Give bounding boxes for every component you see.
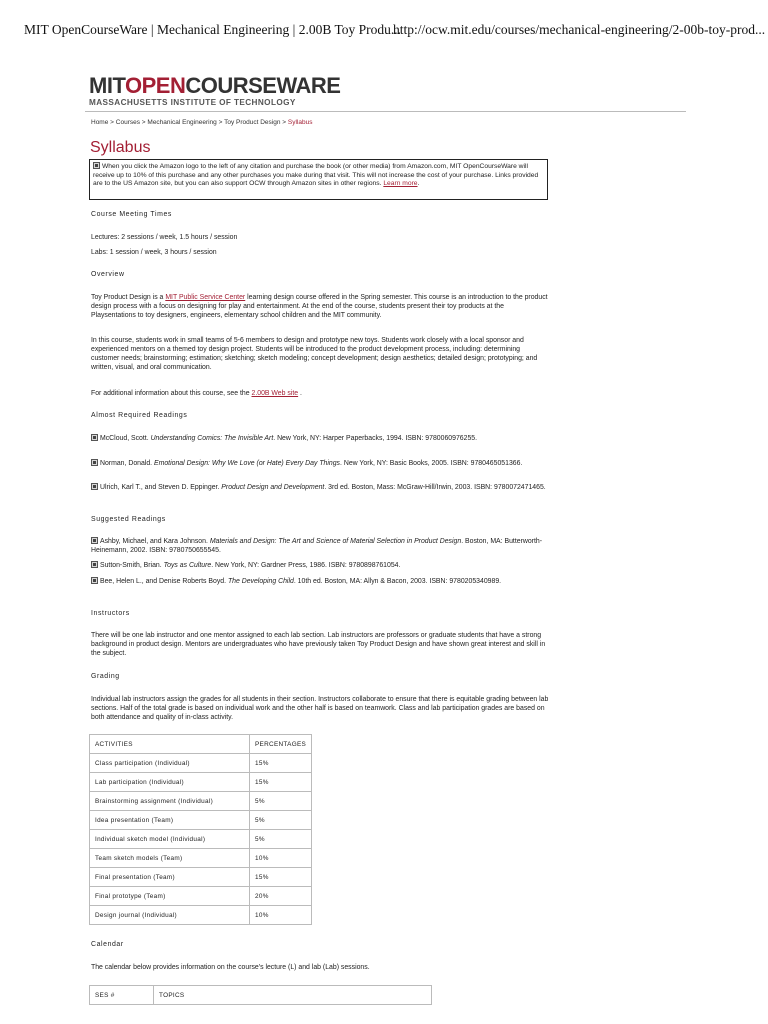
amazon-buy-icon[interactable] (91, 577, 98, 584)
activity-cell: Final prototype (Team) (90, 887, 250, 906)
logo-open-text: OPEN (124, 73, 186, 98)
amazon-buy-icon[interactable] (91, 434, 98, 441)
section-heading-overview: Overview (91, 271, 125, 278)
notice-end: . (417, 180, 420, 187)
amazon-buy-icon[interactable] (91, 537, 98, 544)
breadcrumb-separator: > (110, 119, 114, 126)
reading-details: . 3rd ed. Boston, Mass: McGraw-Hill/Irwin, 2003. ISBN: 9780072471465. (324, 484, 546, 491)
header-divider (85, 111, 686, 112)
reading-title: Product Design and Development (221, 484, 325, 491)
breadcrumb-separator: > (218, 119, 223, 126)
breadcrumb-home[interactable]: Home (91, 119, 109, 126)
table-header-row (90, 986, 432, 1005)
course-website-link[interactable]: 2.00B Web site (251, 390, 299, 397)
reading-author: Ashby, Michael, and Kara Johnson. (100, 538, 210, 545)
activity-cell: Individual sketch model (Individual) (90, 830, 250, 849)
activity-cell: Idea presentation (Team) (90, 811, 250, 830)
column-header-percentages: PERCENTAGES (250, 735, 312, 754)
percentage-cell: 10% (250, 849, 312, 868)
breadcrumb-current: Syllabus (287, 119, 313, 126)
section-heading-meeting-times: Course Meeting Times (91, 211, 172, 218)
reading-details: . New York, NY: Gardner Press, 1986. ISBN: 9780898761054. (211, 562, 401, 569)
reading-item (91, 561, 549, 570)
breadcrumb-courses[interactable]: Courses (115, 119, 140, 126)
column-header-session: SES # (90, 986, 154, 1005)
instructors-text: There will be one lab instructor and one mentor assigned to each lab section. Lab instructors are professors or graduate students that have a strong background in product design. Mentors are undergraduates who have previously taken Toy Product Design and have shown great interest and skill in the subject. (91, 632, 546, 657)
page-title: Syllabus (90, 139, 151, 156)
reading-title: Materials and Design: The Art and Science of Material Selection in Product Design (209, 538, 462, 545)
overview-p1-text-a: Toy Product Design is a (91, 294, 166, 301)
amazon-buy-icon[interactable] (91, 561, 98, 568)
reading-title: Toys as Culture (163, 562, 212, 569)
percentage-cell: 5% (250, 792, 312, 811)
table-row (90, 830, 312, 849)
reading-author: Sutton-Smith, Brian. (100, 562, 164, 569)
breadcrumb (91, 119, 312, 126)
overview-p3-text-b: . (298, 390, 302, 397)
reading-author: Ulrich, Karl T., and Steven D. Eppinger. (100, 484, 222, 491)
overview-p1-text-b: learning design course offered in the Spring semester. This course is an introduction to the product design process with a focus on designing for play and entertainment. At the end of the course, students present their toy products at the Playsentations to toy designers, engineers, elementary school children and the MIT community. (91, 294, 548, 319)
amazon-buy-icon[interactable] (91, 483, 98, 490)
reading-author: Norman, Donald. (100, 460, 155, 467)
reading-item (91, 577, 549, 586)
public-service-center-link[interactable]: MIT Public Service Center (165, 294, 246, 301)
print-page-title: MIT OpenCourseWare | Mechanical Engineering | 2.00B Toy Produ... (24, 22, 402, 37)
calendar-table (89, 985, 432, 1005)
table-row (90, 849, 312, 868)
table-header-row (90, 735, 312, 754)
section-heading-grading: Grading (91, 673, 120, 680)
table-row (90, 887, 312, 906)
percentage-cell: 15% (250, 773, 312, 792)
percentage-cell: 5% (250, 830, 312, 849)
reading-title: Emotional Design: Why We Love (or Hate) Every Day Things (154, 460, 341, 467)
reading-title: Understanding Comics: The Invisible Art (150, 435, 274, 442)
table-row (90, 792, 312, 811)
table-row (90, 811, 312, 830)
reading-item (91, 459, 549, 468)
labs-text: Labs: 1 session / week, 3 hours / session (91, 249, 217, 256)
table-row (90, 773, 312, 792)
percentage-cell: 10% (250, 906, 312, 925)
percentage-cell: 15% (250, 868, 312, 887)
reading-details: . New York, NY: Basic Books, 2005. ISBN: 9780465051366. (340, 460, 523, 467)
reading-item (91, 537, 549, 555)
section-heading-instructors: Instructors (91, 610, 130, 617)
learn-more-link[interactable]: Learn more (383, 180, 418, 187)
logo-subtitle: MASSACHUSETTS INSTITUTE OF TECHNOLOGY (89, 98, 296, 107)
breadcrumb-mechanical-engineering[interactable]: Mechanical Engineering (147, 119, 217, 126)
overview-paragraph-1 (91, 293, 549, 320)
percentage-cell: 5% (250, 811, 312, 830)
lectures-text: Lectures: 2 sessions / week, 1.5 hours / session (91, 234, 238, 241)
reading-title: The Developing Child (227, 578, 294, 585)
activity-cell: Class participation (Individual) (90, 754, 250, 773)
reading-details: . New York, NY: Harper Paperbacks, 1994. ISBN: 9780060976255. (273, 435, 478, 442)
activity-cell: Final presentation (Team) (90, 868, 250, 887)
logo-courseware-text: COURSEWARE (185, 73, 341, 98)
reading-details: . 10th ed. Boston, MA: Allyn & Bacon, 2003. ISBN: 9780205340989. (293, 578, 502, 585)
percentage-cell: 15% (250, 754, 312, 773)
amazon-notice (89, 159, 548, 200)
overview-paragraph-2: In this course, students work in small teams of 5-6 members to design and prototype new toys. Students work closely with a local sponsor and experienced mentors on a themed toy design project. Students will be introduced to the product development process, including: determining customer needs; brainstorming; estimation; sketching; sketch modeling; concept development; design aesthetics; detailed design; prototyping; and written, visual, and oral communication. (91, 337, 538, 371)
breadcrumb-separator: > (282, 119, 287, 126)
section-heading-suggested-readings: Suggested Readings (91, 516, 166, 523)
breadcrumb-toy-product-design[interactable]: Toy Product Design (224, 119, 281, 126)
amazon-buy-icon[interactable] (91, 459, 98, 466)
reading-author: McCloud, Scott. (100, 435, 151, 442)
overview-p3-text-a: For additional information about this course, see the (91, 390, 252, 397)
table-row (90, 868, 312, 887)
logo-mit-text: MIT (89, 73, 125, 98)
amazon-logo-icon[interactable] (93, 162, 100, 169)
reading-item (91, 483, 549, 492)
column-header-topics: TOPICS (154, 986, 432, 1005)
print-page-url: http://ocw.mit.edu/courses/mechanical-engineering/2-00b-toy-prod... (393, 22, 766, 37)
ocw-logo[interactable] (89, 75, 340, 107)
overview-paragraph-3 (91, 389, 549, 398)
table-row (90, 754, 312, 773)
calendar-text: The calendar below provides information on the course's lecture (L) and lab (Lab) sessions. (91, 964, 370, 971)
grading-table (89, 734, 312, 925)
column-header-activities: ACTIVITIES (90, 735, 250, 754)
reading-author: Bee, Helen L., and Denise Roberts Boyd. (100, 578, 228, 585)
percentage-cell: 20% (250, 887, 312, 906)
activity-cell: Brainstorming assignment (Individual) (90, 792, 250, 811)
reading-details: . Boston, MA: Butterworth-Heinemann, 2002. ISBN: 9780750655545. (91, 538, 543, 554)
table-row (90, 906, 312, 925)
print-header (0, 0, 768, 50)
activity-cell: Lab participation (Individual) (90, 773, 250, 792)
activity-cell: Design journal (Individual) (90, 906, 250, 925)
reading-item (91, 434, 549, 443)
section-heading-calendar: Calendar (91, 941, 124, 948)
section-heading-required-readings: Almost Required Readings (91, 412, 188, 419)
amazon-notice-text: When you click the Amazon logo to the left of any citation and purchase the book (or other media) from Amazon.com, MIT OpenCourseWare will receive up to 10% of this purchase and any other purchases you make during that visit. This will not increase the cost of your purchase. Links provided are to the US Amazon site, but you can also support OCW through Amazon sites in other regions. (93, 163, 539, 187)
breadcrumb-separator: > (141, 119, 146, 126)
activity-cell: Team sketch models (Team) (90, 849, 250, 868)
grading-text: Individual lab instructors assign the grades for all students in their section. Instructors collaborate to ensure that there is equitable grading between lab sections. Half of the total grade is based on individual work and the other half is based on teamwork. Class and lab participation grades are based on both attendance and quality of in-class activity. (91, 696, 549, 721)
